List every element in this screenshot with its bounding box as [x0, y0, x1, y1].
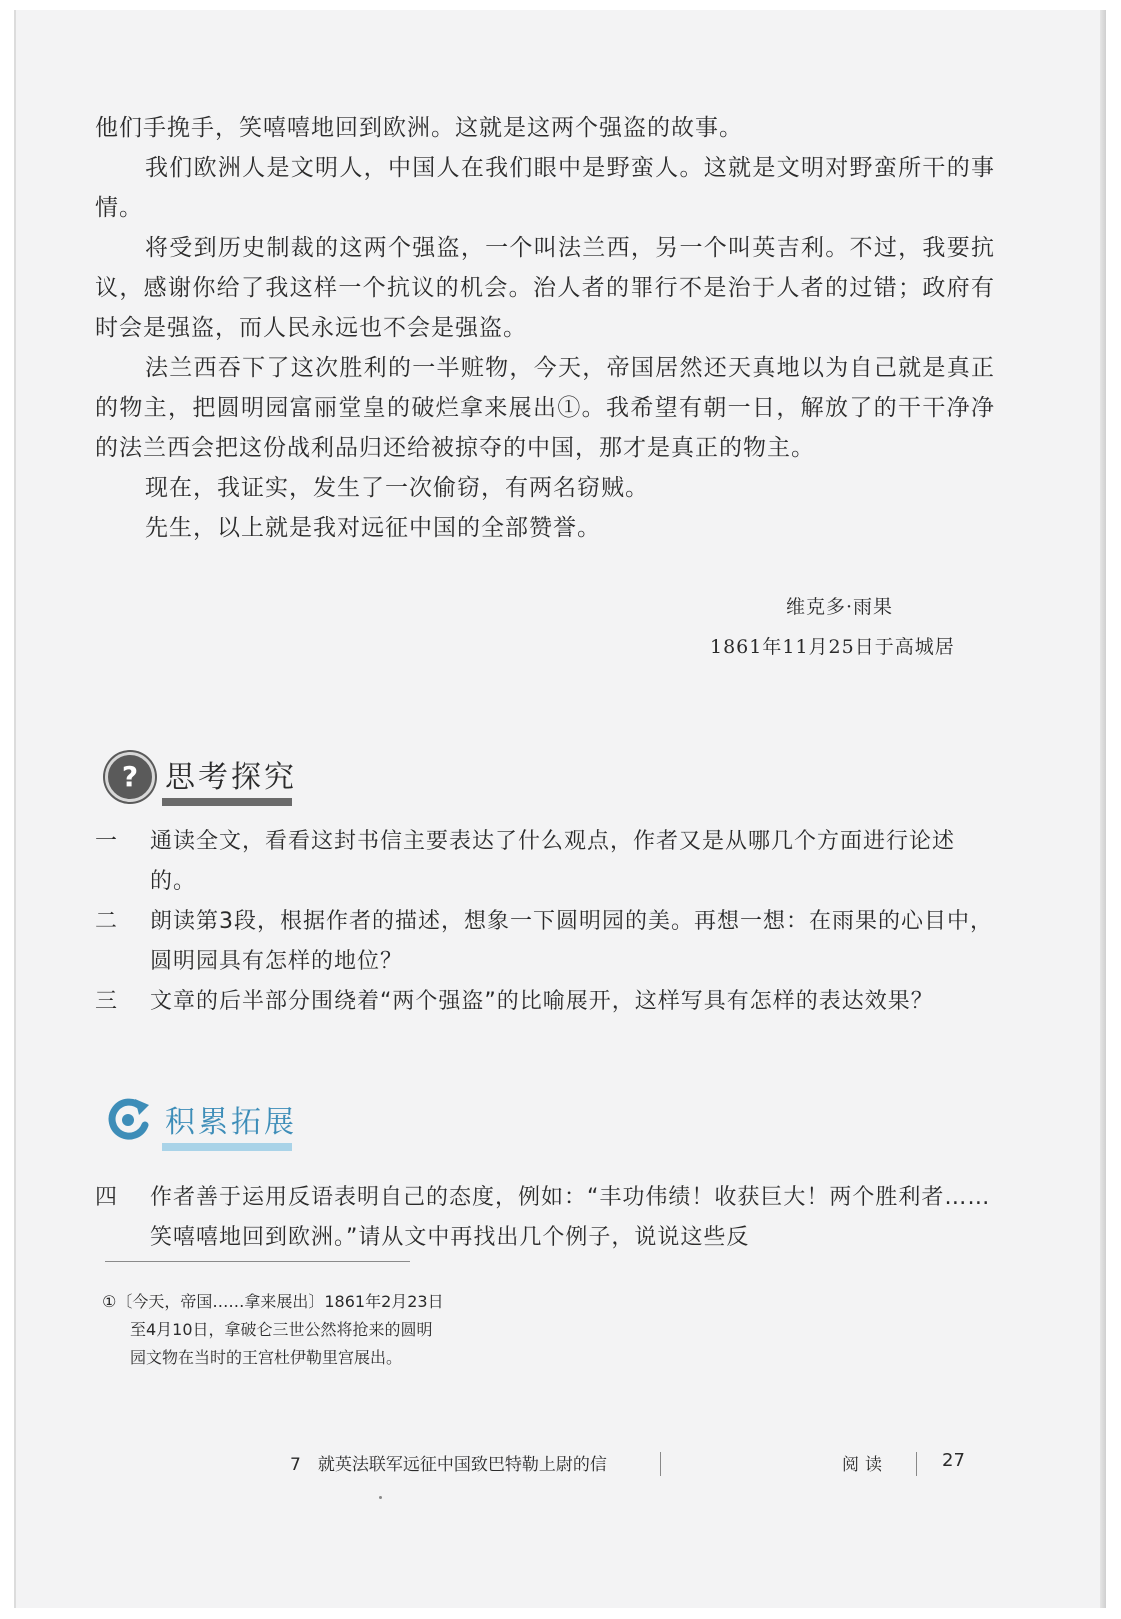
paragraph: 我们欧洲人是文明人，中国人在我们眼中是野蛮人。这就是文明对野蛮所干的事情。	[95, 155, 995, 221]
question-text: 朗读第3段，根据作者的描述，想象一下圆明园的美。再想一想：在雨果的心目中，圆明园具有怎样的地位？	[150, 909, 993, 974]
section-header-extend	[105, 1097, 345, 1157]
paragraph: 法兰西吞下了这次胜利的一半赃物，今天，帝国居然还天真地以为自己就是真正的物主，把圆明园富丽堂皇的破烂拿来展出①。我希望有朝一日，解放了的干干净净的法兰西会把这份战利品归还给被掠夺的中国，那才是真正的物主。	[95, 355, 995, 461]
question-number: 一	[95, 829, 119, 854]
footer-divider	[916, 1452, 917, 1476]
paragraph: 将受到历史制裁的这两个强盗，一个叫法兰西，另一个叫英吉利。不过，我要抗议，感谢你给了我这样一个抗议的机会。治人者的罪行不是治于人者的过错；政府有时会是强盗，而人民永远也不会是强盗。	[95, 235, 995, 341]
section-title: 积累拓展	[165, 1105, 297, 1140]
paragraph: 现在，我证实，发生了一次偷窃，有两名窃贼。	[145, 475, 649, 501]
question-text: 作者善于运用反语表明自己的态度，例如：“丰功伟绩！收获巨大！两个胜利者……笑嘻嘻地回到欧洲。”请从文中再找出几个例子，说说这些反	[150, 1185, 991, 1250]
question-list	[95, 822, 995, 1022]
question-number: 四	[95, 1185, 119, 1210]
question-number: 三	[95, 989, 119, 1014]
footer-divider	[660, 1452, 661, 1476]
footer-lesson-title: 7 就英法联军远征中国致巴特勒上尉的信	[290, 1455, 607, 1475]
paragraph: 先生，以上就是我对远征中国的全部赞誉。	[145, 515, 601, 541]
letter-body	[95, 108, 995, 548]
question-item	[95, 902, 995, 982]
question-item	[95, 822, 995, 902]
question-mark-icon: ?	[105, 752, 155, 802]
paragraph: 他们手挽手，笑嘻嘻地回到欧洲。这就是这两个强盗的故事。	[95, 115, 743, 141]
section-header-think	[105, 752, 345, 812]
page-edge	[1100, 10, 1106, 1608]
question-number: 二	[95, 909, 119, 934]
footnote-line: ①〔今天，帝国……拿来展出〕1861年2月23日	[102, 1292, 444, 1311]
print-speck	[379, 1496, 382, 1499]
section-underline	[162, 1143, 292, 1151]
footer-unit: 阅读	[842, 1455, 888, 1475]
footnote-line: 园文物在当时的王宫杜伊勒里宫展出。	[130, 1348, 403, 1367]
footnote-divider	[105, 1261, 410, 1262]
signature: 维克多·雨果	[786, 596, 894, 618]
section-title: 思考探究	[165, 760, 297, 795]
question-item	[95, 1178, 995, 1258]
question-item	[95, 982, 995, 1022]
question-text: 文章的后半部分围绕着“两个强盗”的比喻展开，这样写具有怎样的表达效果？	[150, 989, 934, 1014]
question-text: 通读全文，看看这封书信主要表达了什么观点，作者又是从哪几个方面进行论述的。	[150, 829, 956, 894]
section-underline	[162, 798, 292, 806]
footnote-line: 至4月10日，拿破仑三世公然将抢来的圆明	[130, 1320, 433, 1339]
letter-date: 1861年11月25日于高城居	[710, 636, 955, 658]
page-number: 27	[942, 1450, 965, 1471]
footnote	[102, 1288, 532, 1372]
refresh-arrow-icon	[105, 1097, 151, 1143]
question-list	[95, 1178, 995, 1258]
